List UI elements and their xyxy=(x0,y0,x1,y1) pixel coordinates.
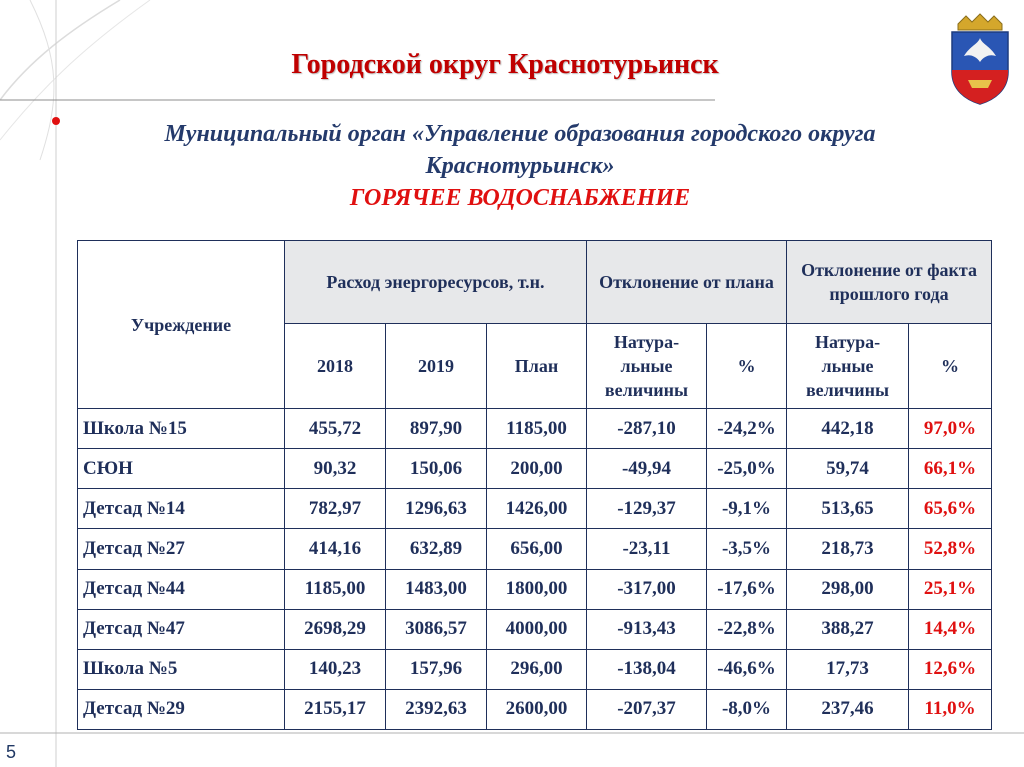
header-pct-plan: % xyxy=(707,324,787,409)
slide-title: Городской округ Краснотурьинск xyxy=(291,49,719,80)
header-natural-fact: Натура-льные величины xyxy=(787,324,909,409)
table-row: Детсад №14 782,97 1296,63 1426,00 -129,37 -9,1% 513,65 65,6% xyxy=(78,489,992,529)
subtitle-line-1: Муниципальный орган «Управление образования городского округа xyxy=(164,121,876,147)
header-plan-deviation: Отклонение от плана xyxy=(587,241,787,324)
header-2019: 2019 xyxy=(386,324,487,409)
subtitle-heading: ГОРЯЧЕЕ ВОДОСНАБЖЕНИЕ xyxy=(349,185,691,211)
table-row: Детсад №29 2155,17 2392,63 2600,00 -207,37 -8,0% 237,46 11,0% xyxy=(78,689,992,729)
header-fact-deviation: Отклонение от факта прошлого года xyxy=(787,241,992,324)
coat-of-arms-icon xyxy=(944,8,1016,106)
header-plan: План xyxy=(487,324,587,409)
header-pct-fact: % xyxy=(909,324,992,409)
subtitle-block xyxy=(60,118,980,214)
hot-water-table xyxy=(77,240,992,730)
table-row: Школа №15 455,72 897,90 1185,00 -287,10 -24,2% 442,18 97,0% xyxy=(78,409,992,449)
slide-number: 5 xyxy=(6,742,17,762)
header-natural-plan: Натура-льные величины xyxy=(587,324,707,409)
header-institution: Учреждение xyxy=(78,241,285,409)
subtitle-line-2: Краснотурьинск» xyxy=(425,153,615,179)
header-2018: 2018 xyxy=(285,324,386,409)
table-row: СЮН 90,32 150,06 200,00 -49,94 -25,0% 59,74 66,1% xyxy=(78,449,992,489)
header-consumption: Расход энергоресурсов, т.н. xyxy=(285,241,587,324)
table-row: Детсад №44 1185,00 1483,00 1800,00 -317,00 -17,6% 298,00 25,1% xyxy=(78,569,992,609)
table-row: Детсад №27 414,16 632,89 656,00 -23,11 -3,5% 218,73 52,8% xyxy=(78,529,992,569)
table-row: Детсад №47 2698,29 3086,57 4000,00 -913,43 -22,8% 388,27 14,4% xyxy=(78,609,992,649)
table-row: Школа №5 140,23 157,96 296,00 -138,04 -46,6% 17,73 12,6% xyxy=(78,649,992,689)
